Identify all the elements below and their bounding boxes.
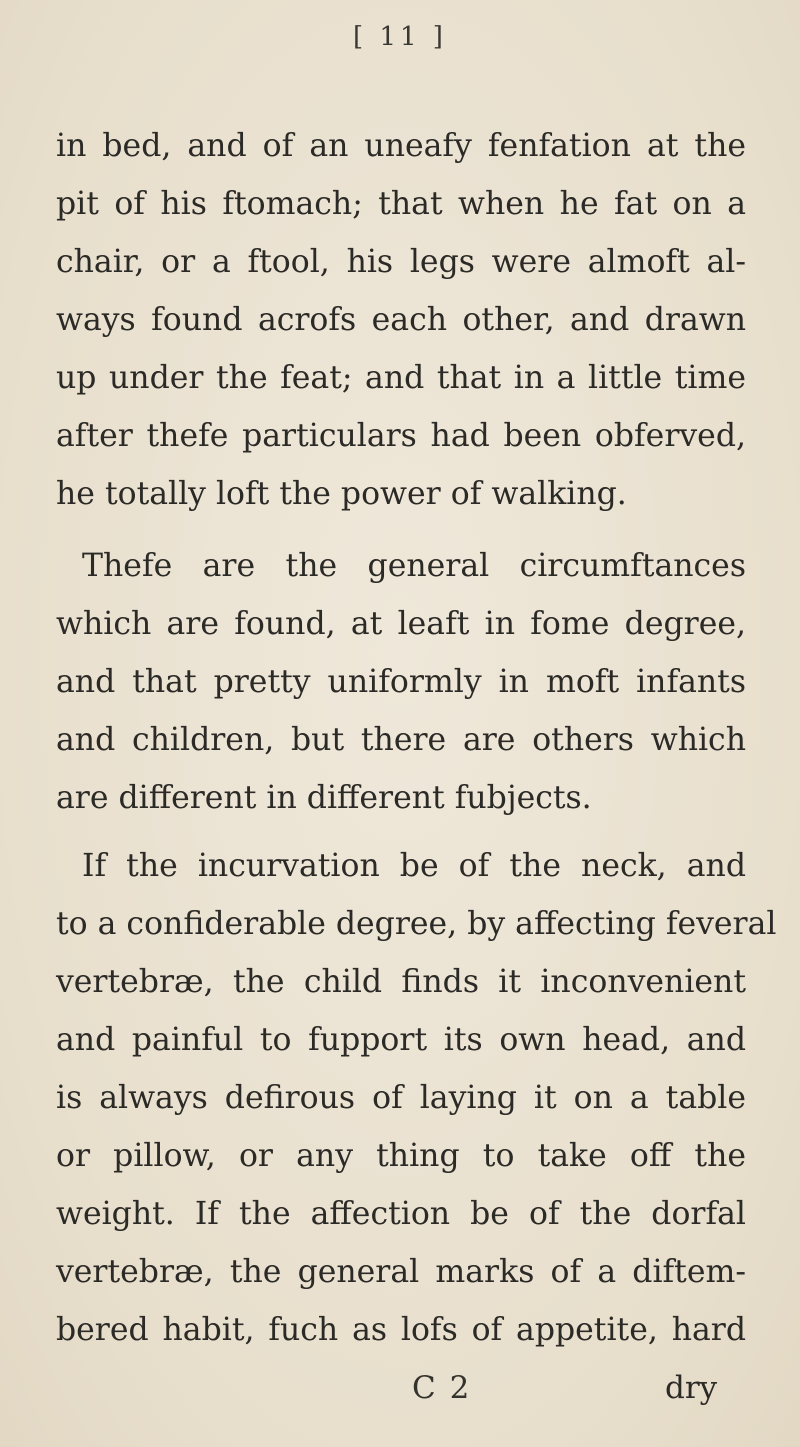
text-line: weight. If the affection be of the dorfal bbox=[56, 1196, 746, 1232]
text-line: ways found acrofs each other, and drawn bbox=[56, 302, 746, 338]
text-line: is always defirous of laying it on a table bbox=[56, 1080, 746, 1116]
text-line: If the incurvation be of the neck, and bbox=[82, 848, 746, 884]
text-line: vertebræ, the general marks of a diftem- bbox=[56, 1254, 746, 1290]
text-line: chair, or a ftool, his legs were almoft al- bbox=[56, 244, 746, 280]
text-line: vertebræ, the child finds it inconvenient bbox=[56, 964, 746, 1000]
text-line: bered habit, fuch as lofs of appetite, hard bbox=[56, 1312, 746, 1348]
text-line: are different in different fubjects. bbox=[56, 780, 592, 816]
signature-mark: C 2 bbox=[412, 1370, 472, 1406]
text-line: to a confiderable degree, by affecting feveral bbox=[56, 906, 777, 942]
text-line: in bed, and of an uneafy fenfation at the bbox=[56, 128, 746, 164]
text-line: and that pretty uniformly in moft infants bbox=[56, 664, 746, 700]
text-line: pit of his ftomach; that when he fat on a bbox=[56, 186, 746, 222]
text-line: after thefe particulars had been obferved, bbox=[56, 418, 746, 454]
text-line: Thefe are the general circumftances bbox=[82, 548, 746, 584]
text-line: which are found, at leaft in fome degree, bbox=[56, 606, 746, 642]
text-line: or pillow, or any thing to take off the bbox=[56, 1138, 746, 1174]
page-number-header: [ 11 ] bbox=[353, 22, 447, 52]
text-line: and painful to fupport its own head, and bbox=[56, 1022, 746, 1058]
text-line: up under the feat; and that in a little time bbox=[56, 360, 746, 396]
text-line: he totally loft the power of walking. bbox=[56, 476, 627, 512]
text-line: and children, but there are others which bbox=[56, 722, 746, 758]
catchword: dry bbox=[665, 1370, 718, 1406]
